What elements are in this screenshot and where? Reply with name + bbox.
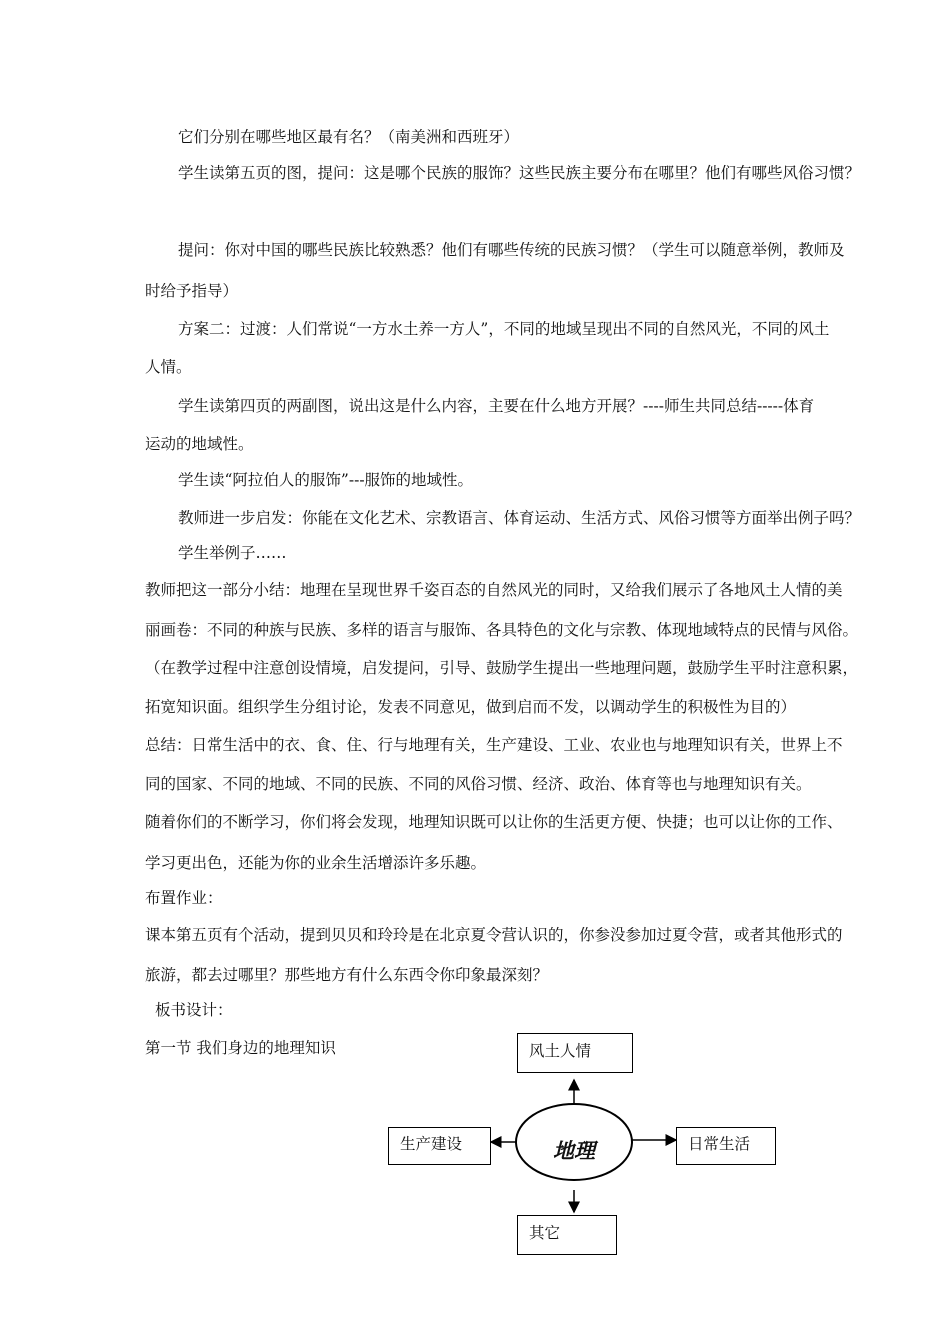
text-line: 学生举例子……	[178, 544, 287, 562]
text-line: 教师进一步启发：你能在文化艺术、宗教语言、体育运动、生活方式、风俗习惯等方面举出例子吗？	[178, 509, 861, 527]
center-label: 地理	[553, 1138, 595, 1163]
text-line: 布置作业：	[145, 889, 223, 907]
text-line: 运动的地域性。	[145, 435, 254, 453]
box-label: 生产建设	[400, 1135, 463, 1153]
text-line: 板书设计：	[155, 1001, 233, 1019]
text-line: 人情。	[145, 358, 192, 376]
text-line: 提问：你对中国的哪些民族比较熟悉？他们有哪些传统的民族习惯？（学生可以随意举例，教师及	[178, 241, 845, 259]
box-label: 日常生活	[688, 1135, 751, 1153]
box-fengtu-renqing	[517, 1033, 633, 1073]
box-shengchan-jianshe	[388, 1127, 491, 1165]
text-line: 学生读“阿拉伯人的服饰”---服饰的地域性。	[178, 471, 474, 489]
text-line: 总结：日常生活中的衣、食、住、行与地理有关，生产建设、工业、农业也与地理知识有关，世界上不	[145, 736, 843, 754]
section-title: 第一节 我们身边的地理知识	[145, 1039, 336, 1057]
text-line: 拓宽知识面。组织学生分组讨论，发表不同意见，做到启而不发，以调动学生的积极性为目的）	[145, 698, 797, 716]
text-line: 它们分别在哪些地区最有名？（南美洲和西班牙）	[178, 128, 520, 146]
text-line: （在教学过程中注意创设情境，启发提问，引导、鼓励学生提出一些地理问题，鼓励学生平时注意积累，	[145, 659, 859, 677]
text-line: 旅游，都去过哪里？那些地方有什么东西令你印象最深刻？	[145, 966, 549, 984]
text-line: 同的国家、不同的地域、不同的民族、不同的风俗习惯、经济、政治、体育等也与地理知识有关。	[145, 775, 812, 793]
text-line: 课本第五页有个活动，提到贝贝和玲玲是在北京夏令营认识的，你参没参加过夏令营，或者其他形式的	[145, 926, 843, 944]
box-label: 风土人情	[529, 1042, 592, 1060]
text-line: 随着你们的不断学习，你们将会发现，地理知识既可以让你的生活更方便、快捷；也可以让你的工作、	[145, 813, 843, 831]
text-line: 方案二：过渡：人们常说“一方水土养一方人”，不同的地域呈现出不同的自然风光，不同的风土	[178, 320, 830, 338]
text-line: 学生读第五页的图，提问：这是哪个民族的服饰？这些民族主要分布在哪里？他们有哪些风俗习惯？	[178, 164, 861, 182]
text-line: 教师把这一部分小结：地理在呈现世界千姿百态的自然风光的同时，又给我们展示了各地风土人情的美	[145, 581, 843, 599]
box-label: 其它	[529, 1224, 561, 1242]
text-line: 时给予指导）	[145, 282, 239, 300]
text-line: 学生读第四页的两副图，说出这是什么内容，主要在什么地方开展？----师生共同总结-----体育	[178, 397, 815, 415]
text-line: 丽画卷：不同的种族与民族、多样的语言与服饰、各具特色的文化与宗教、体现地域特点的民情与风俗。	[145, 621, 859, 639]
box-richang-shenghuo	[676, 1127, 776, 1165]
box-qita	[517, 1215, 617, 1255]
text-line: 学习更出色，还能为你的业余生活增添许多乐趣。	[145, 854, 487, 872]
